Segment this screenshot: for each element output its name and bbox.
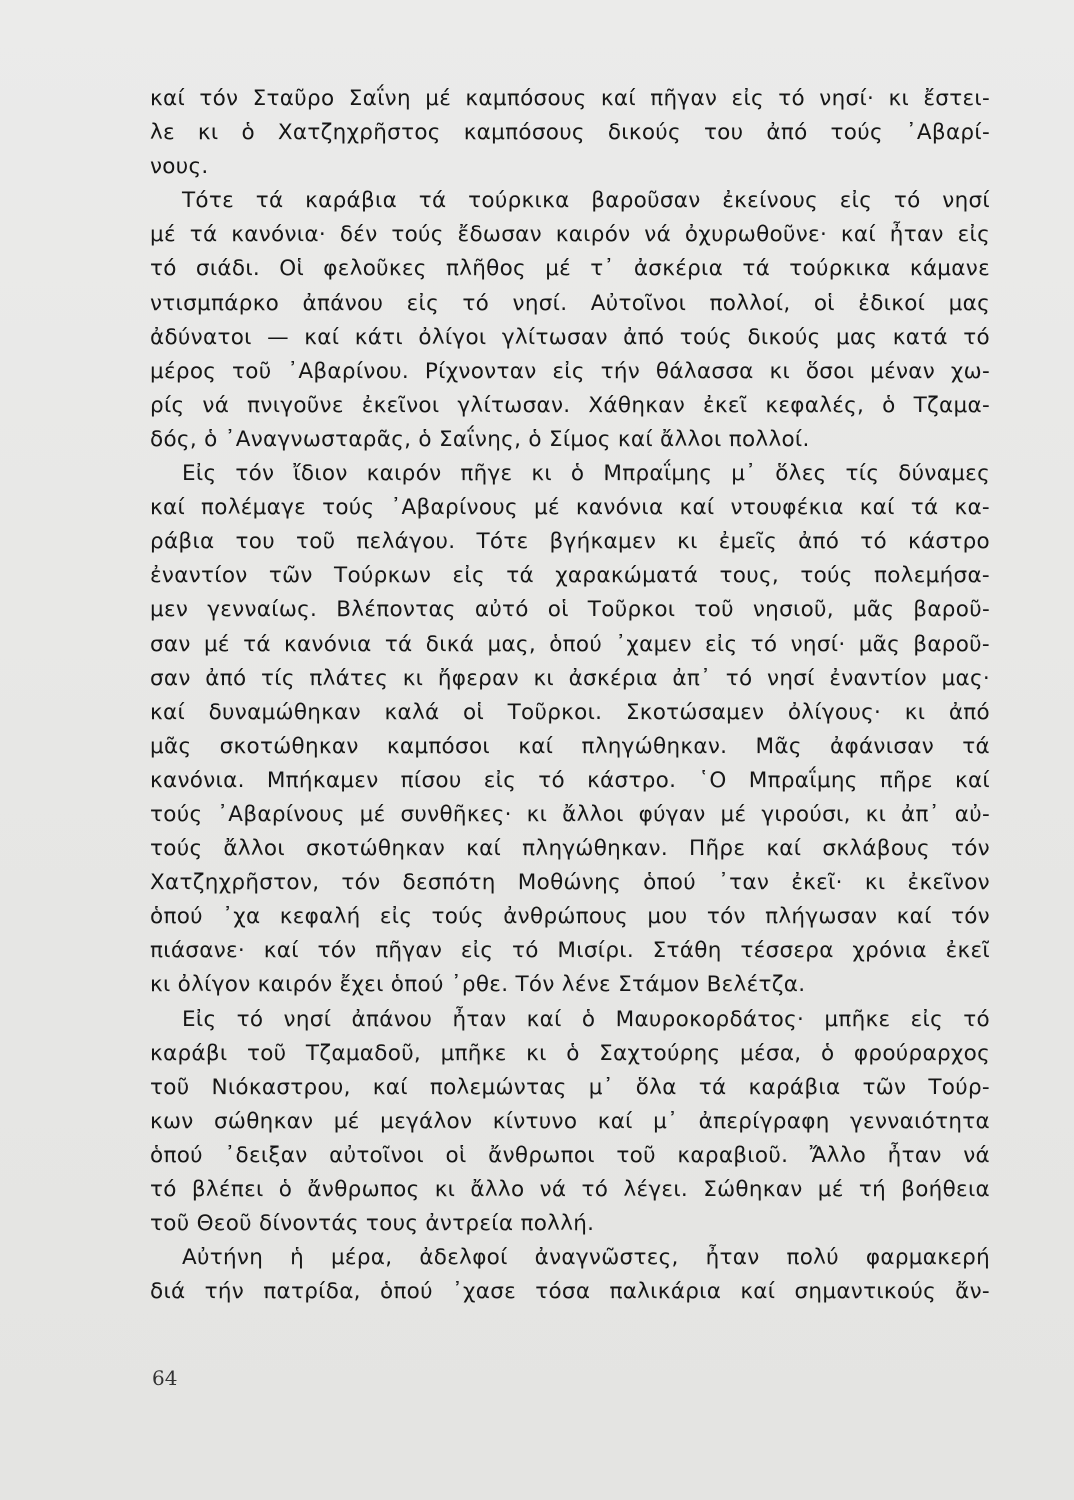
- text-line: κανόνια. Μπήκαμεν πίσου εἰς τό κάστρο. ῾Ο Μπραΐμης πῆρε καί: [150, 767, 990, 793]
- text-line: ράβια του τοῦ πελάγου. Τότε βγήκαμεν κι ἐμεῖς ἀπό τό κάστρο: [150, 529, 990, 555]
- text-line: Εἰς τό νησί ἀπάνου ἦταν καί ὁ Μαυροκορδάτος· μπῆκε εἰς τό: [182, 1006, 990, 1032]
- text-line: Εἰς τόν ἴδιον καιρόν πῆγε κι ὁ Μπραΐμης μ᾿ ὅλες τίς δύναμες: [182, 461, 990, 487]
- page-number: 64: [152, 1366, 178, 1390]
- text-line: καί πολέμαγε τούς ᾿Αβαρίνους μέ κανόνια καί ντουφέκια καί τά κα-: [150, 495, 990, 521]
- text-line: μᾶς σκοτώθηκαν καμπόσοι καί πληγώθηκαν. Μᾶς ἀφάνισαν τά: [150, 733, 990, 759]
- text-line: ὁπού ᾿δειξαν αὐτοῖνοι οἱ ἄνθρωποι τοῦ καραβιοῦ. Ἄλλο ἦταν νά: [150, 1142, 990, 1168]
- text-line: τό σιάδι. Οἱ φελοῦκες πλῆθος μέ τ᾿ ἀσκέρια τά τούρκικα κάμανε: [150, 256, 990, 282]
- text-line: καί δυναμώθηκαν καλά οἱ Τοῦρκοι. Σκοτώσαμεν ὀλίγους· κι ἀπό: [150, 699, 990, 725]
- text-line: λε κι ὁ Χατζηχρῆστος καμπόσους δικούς του ἀπό τούς ᾿Αβαρί-: [150, 120, 990, 146]
- text-line: νους.: [150, 154, 209, 180]
- text-line: μεν γενναίως. Βλέποντας αὐτό οἱ Τοῦρκοι τοῦ νησιοῦ, μᾶς βαροῦ-: [150, 597, 990, 623]
- text-line: ρίς νά πνιγοῦνε ἐκεῖνοι γλίτωσαν. Χάθηκαν ἐκεῖ κεφαλές, ὁ Τζαμα-: [150, 392, 990, 418]
- text-line: τούς ἄλλοι σκοτώθηκαν καί πληγώθηκαν. Πῆρε καί σκλάβους τόν: [150, 836, 990, 862]
- text-line: σαν μέ τά κανόνια τά δικά μας, ὁπού ᾿χαμεν εἰς τό νησί· μᾶς βαροῦ-: [150, 631, 990, 657]
- text-line: ἀδύνατοι — καί κάτι ὀλίγοι γλίτωσαν ἀπό τούς δικούς μας κατά τό: [150, 324, 990, 350]
- text-line: κων σώθηκαν μέ μεγάλον κίντυνο καί μ᾿ ἀπερίγραφη γενναιότητα: [150, 1108, 990, 1134]
- body-text: [150, 82, 990, 1309]
- text-line: ντισμπάρκο ἀπάνου εἰς τό νησί. Αὐτοῖνοι πολλοί, οἱ ἐδικοί μας: [150, 290, 990, 316]
- text-line: σαν ἀπό τίς πλάτες κι ἤφεραν κι ἀσκέρια ἀπ᾿ τό νησί ἐναντίον μας·: [150, 665, 990, 691]
- text-line: Αὐτήνη ἡ μέρα, ἀδελφοί ἀναγνῶστες, ἦταν πολύ φαρμακερή: [182, 1245, 990, 1271]
- text-line: τούς ᾿Αβαρίνους μέ συνθῆκες· κι ἄλλοι φύγαν μέ γιρούσι, κι ἀπ᾿ αὐ-: [150, 801, 990, 827]
- text-line: διά τήν πατρίδα, ὁπού ᾿χασε τόσα παλικάρια καί σημαντικούς ἄν-: [150, 1279, 990, 1305]
- text-line: πιάσανε· καί τόν πῆγαν εἰς τό Μισίρι. Στάθη τέσσερα χρόνια ἐκεῖ: [150, 938, 990, 964]
- text-line: Τότε τά καράβια τά τούρκικα βαροῦσαν ἐκείνους εἰς τό νησί: [182, 188, 990, 214]
- text-line: ὁπού ᾿χα κεφαλή εἰς τούς ἀνθρώπους μου τόν πλήγωσαν καί τόν: [150, 904, 990, 930]
- text-line: κι ὀλίγον καιρόν ἔχει ὁπού ᾿ρθε. Τόν λένε Στάμον Βελέτζα.: [150, 972, 806, 998]
- text-line: μέρος τοῦ ᾿Αβαρίνου. Ρίχνονταν εἰς τήν θάλασσα κι ὅσοι μέναν χω-: [150, 358, 990, 384]
- text-line: δός, ὁ ᾿Αναγνωσταρᾶς, ὁ Σαΐνης, ὁ Σίμος καί ἄλλοι πολλοί.: [150, 426, 810, 452]
- text-line: καράβι τοῦ Τζαμαδοῦ, μπῆκε κι ὁ Σαχτούρης μέσα, ὁ φρούραρχος: [150, 1040, 990, 1066]
- text-line: ἐναντίον τῶν Τούρκων εἰς τά χαρακώματά τους, τούς πολεμήσα-: [150, 563, 990, 589]
- text-line: καί τόν Σταῦρο Σαΐνη μέ καμπόσους καί πῆγαν εἰς τό νησί· κι ἔστει-: [150, 86, 990, 111]
- text-line: Χατζηχρῆστον, τόν δεσπότη Μοθώνης ὁπού ᾿ταν ἐκεῖ· κι ἐκεῖνον: [150, 870, 990, 896]
- text-line: τοῦ Νιόκαστρου, καί πολεμώντας μ᾿ ὅλα τά καράβια τῶν Τούρ-: [150, 1074, 990, 1100]
- text-line: τοῦ Θεοῦ δίνοντάς τους ἀντρεία πολλή.: [150, 1211, 595, 1237]
- text-line: τό βλέπει ὁ ἄνθρωπος κι ἄλλο νά τό λέγει. Σώθηκαν μέ τή βοήθεια: [150, 1177, 990, 1202]
- text-line: μέ τά κανόνια· δέν τούς ἔδωσαν καιρόν νά ὀχυρωθοῦνε· καί ἦταν εἰς: [150, 222, 990, 248]
